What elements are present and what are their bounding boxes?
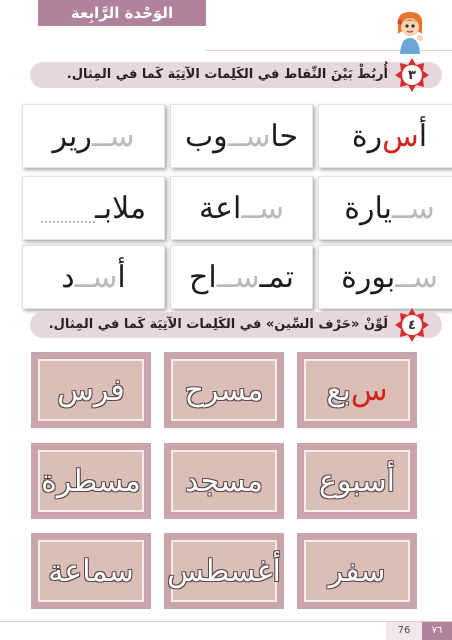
page-number: 76	[386, 622, 422, 640]
frame-card[interactable]	[31, 533, 151, 609]
trace-letter: ســ	[392, 190, 435, 226]
page-number-arabic: ٧٦	[422, 622, 452, 640]
word-card[interactable]	[318, 176, 452, 240]
trace-line	[41, 199, 95, 223]
frame-word	[171, 450, 277, 512]
trace-letter: ســ	[91, 118, 135, 154]
trace-letter: ســ	[241, 190, 285, 226]
word-card[interactable]	[22, 176, 165, 240]
star-badge-icon	[394, 307, 430, 343]
frame-card[interactable]	[31, 443, 151, 519]
frame-card[interactable]	[31, 352, 151, 428]
trace-letter: ســ	[227, 118, 271, 154]
word-segment: اعة	[198, 190, 242, 226]
exercise-3-text: أُربُطْ بَيْنَ النِّقاط في الكَلِمات الآتِيَة كَما في المِثال.	[66, 67, 388, 82]
frame-card[interactable]	[164, 352, 284, 428]
frame-word	[304, 540, 410, 602]
exercise-3-number: ٣	[408, 67, 416, 83]
word-segment: بورة	[341, 259, 396, 295]
frame-card[interactable]	[297, 352, 417, 428]
word-segment: يارة	[344, 190, 392, 226]
frame-word	[167, 540, 281, 602]
frame-word	[171, 359, 277, 421]
exercise-4-text: لَوِّنْ «حَرْف السِّين» في الكَلِمات الآتِيَة كَما في المِثال.	[48, 317, 388, 332]
word-segment: أ	[418, 118, 428, 154]
frame-card[interactable]	[164, 443, 284, 519]
exercise-4-instruction	[30, 312, 442, 338]
girl-mascot-icon	[392, 10, 428, 54]
word-segment: أ	[117, 259, 126, 295]
trace-letter: ســ	[216, 259, 260, 295]
word-segment: مسطرة	[41, 463, 141, 499]
word-segment: حا	[270, 118, 299, 154]
frame-word	[304, 450, 410, 512]
word-card[interactable]	[170, 245, 313, 309]
frame-card[interactable]	[297, 533, 417, 609]
footer-divider	[0, 621, 452, 622]
frame-card[interactable]	[164, 533, 284, 609]
word-segment: رير	[52, 118, 92, 154]
exercise-4-number: ٤	[408, 317, 416, 333]
word-segment: سفر	[328, 553, 386, 589]
word-card[interactable]	[22, 104, 165, 168]
trace-letter: ســ	[74, 259, 118, 295]
word-segment: بع	[326, 372, 351, 408]
frame-word	[38, 540, 144, 602]
word-card[interactable]	[318, 245, 452, 309]
highlighted-letter: س	[350, 372, 388, 408]
word-segment: اح	[189, 259, 217, 295]
word-card[interactable]	[318, 104, 452, 168]
word-segment: فرس	[57, 372, 125, 408]
frame-word	[38, 450, 144, 512]
word-segment: وب	[184, 118, 228, 154]
word-segment: رة	[351, 118, 383, 154]
word-segment: أسبوع	[319, 463, 395, 499]
frame-card[interactable]	[297, 443, 417, 519]
frame-word	[38, 359, 144, 421]
word-segment: أغسطس	[167, 553, 281, 589]
word-segment: د	[61, 259, 75, 295]
exercise-3-instruction	[30, 62, 442, 88]
word-segment: مسجد	[185, 463, 263, 499]
word-segment: سماعة	[48, 553, 134, 589]
star-badge-icon	[394, 57, 430, 93]
word-card[interactable]	[170, 176, 313, 240]
frame-word	[304, 359, 410, 421]
trace-letter: ســ	[395, 259, 438, 295]
unit-title: الوَحْدة الرَّابِعة	[38, 0, 206, 26]
word-card[interactable]	[22, 245, 165, 309]
word-segment: تمـ	[259, 259, 294, 295]
word-segment: مسرح	[184, 372, 264, 408]
word-card[interactable]	[170, 104, 313, 168]
word-segment: ملابـ	[94, 190, 147, 226]
highlighted-letter: س	[382, 118, 419, 154]
